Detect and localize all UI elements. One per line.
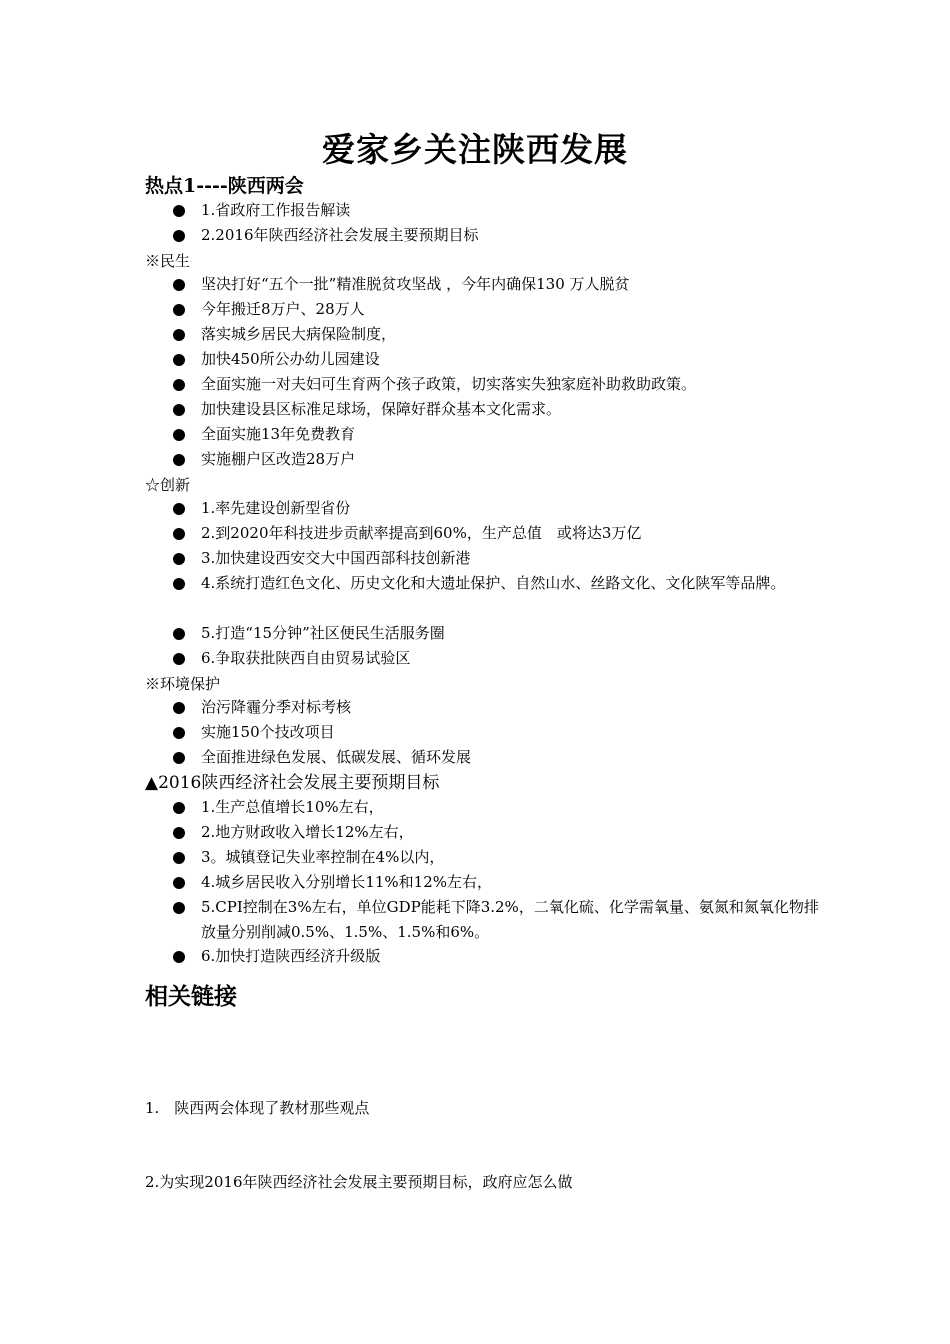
list-item: 加快建设县区标准足球场，保障好群众基本文化需求。 <box>201 400 562 418</box>
bullet-icon <box>173 230 185 242</box>
document-title: 爱家乡关注陕西发展 <box>322 130 628 169</box>
section-label-innovation: ☆创新 <box>145 476 191 494</box>
list-item: 4.系统打造红色文化、历史文化和大遗址保护、自然山水、丝路文化、文化陕军等品牌。 <box>201 574 786 592</box>
bullet-icon <box>173 354 185 366</box>
bullet-icon <box>173 205 185 217</box>
bullet-icon <box>173 578 185 590</box>
bullet-icon <box>173 827 185 839</box>
bullet-icon <box>173 528 185 540</box>
bullet-icon <box>173 379 185 391</box>
list-item: 2.地方财政收入增长12%左右， <box>201 823 414 841</box>
bullet-icon <box>173 628 185 640</box>
hot-topic-heading: 热点1----陕西两会 <box>145 175 304 197</box>
bullet-icon <box>173 902 185 914</box>
bullet-icon <box>173 752 185 764</box>
section-label-livelihood: ※民生 <box>145 252 191 270</box>
list-item: 全面推进绿色发展、低碳发展、循环发展 <box>201 748 472 766</box>
bullet-icon <box>173 702 185 714</box>
list-item: 6.争取获批陕西自由贸易试验区 <box>201 649 411 667</box>
list-item: 5.CPI控制在3%左右，单位GDP能耗下降3.2%，二氧化硫、化学需氧量、氨氮和氮氧化物排放量分别削减0.5%、1.5%、1.5%和6%。 <box>201 898 819 941</box>
list-item: 1.率先建设创新型省份 <box>201 499 351 517</box>
section-label-environment: ※环境保护 <box>145 675 221 693</box>
bullet-icon <box>173 503 185 515</box>
list-item: 6.加快打造陕西经济升级版 <box>201 947 381 965</box>
question-item: 1. 陕西两会体现了教材那些观点 <box>145 1099 370 1117</box>
bullet-icon <box>173 304 185 316</box>
bullet-icon <box>173 404 185 416</box>
list-item: 4.城乡居民收入分别增长11%和12%左右， <box>201 873 492 891</box>
list-item: 3。城镇登记失业率控制在4%以内， <box>201 848 445 866</box>
bullet-icon <box>173 951 185 963</box>
bullet-icon <box>173 877 185 889</box>
bullet-icon <box>173 852 185 864</box>
bullet-icon <box>173 279 185 291</box>
bullet-icon <box>173 653 185 665</box>
section-label-targets: ▲2016陕西经济社会发展主要预期目标 <box>145 773 440 793</box>
question-item: 2.为实现2016年陕西经济社会发展主要预期目标，政府应怎么做 <box>145 1173 573 1191</box>
list-item: 实施棚户区改造28万户 <box>201 450 356 468</box>
bullet-icon <box>173 329 185 341</box>
list-item: 2.到2020年科技进步贡献率提高到60%，生产总值 或将达3万亿 <box>201 524 642 542</box>
list-item: 全面实施13年免费教育 <box>201 425 356 443</box>
list-item: 2.2016年陕西经济社会发展主要预期目标 <box>201 226 479 244</box>
list-item: 加快450所公办幼儿园建设 <box>201 350 380 368</box>
bullet-icon <box>173 454 185 466</box>
list-item: 落实城乡居民大病保险制度， <box>201 325 397 343</box>
related-links-heading: 相关链接 <box>145 983 237 1010</box>
bullet-icon <box>173 553 185 565</box>
list-item: 实施150个技改项目 <box>201 723 335 741</box>
bullet-icon <box>173 429 185 441</box>
bullet-icon <box>173 727 185 739</box>
list-item: 5.打造“15分钟”社区便民生活服务圈 <box>201 624 445 642</box>
list-item: 治污降霾分季对标考核 <box>201 698 352 716</box>
list-item: 今年搬迁8万户、28万人 <box>201 300 365 318</box>
list-item: 全面实施一对夫妇可生育两个孩子政策，切实落实失独家庭补助救助政策。 <box>201 375 697 393</box>
list-item: 1.省政府工作报告解读 <box>201 201 351 219</box>
list-item: 1.生产总值增长10%左右， <box>201 798 384 816</box>
list-item: 坚决打好“五个一批”精准脱贫攻坚战 ，今年内确保130 万人脱贫 <box>201 275 630 293</box>
bullet-icon <box>173 802 185 814</box>
list-item: 3.加快建设西安交大中国西部科技创新港 <box>201 549 471 567</box>
